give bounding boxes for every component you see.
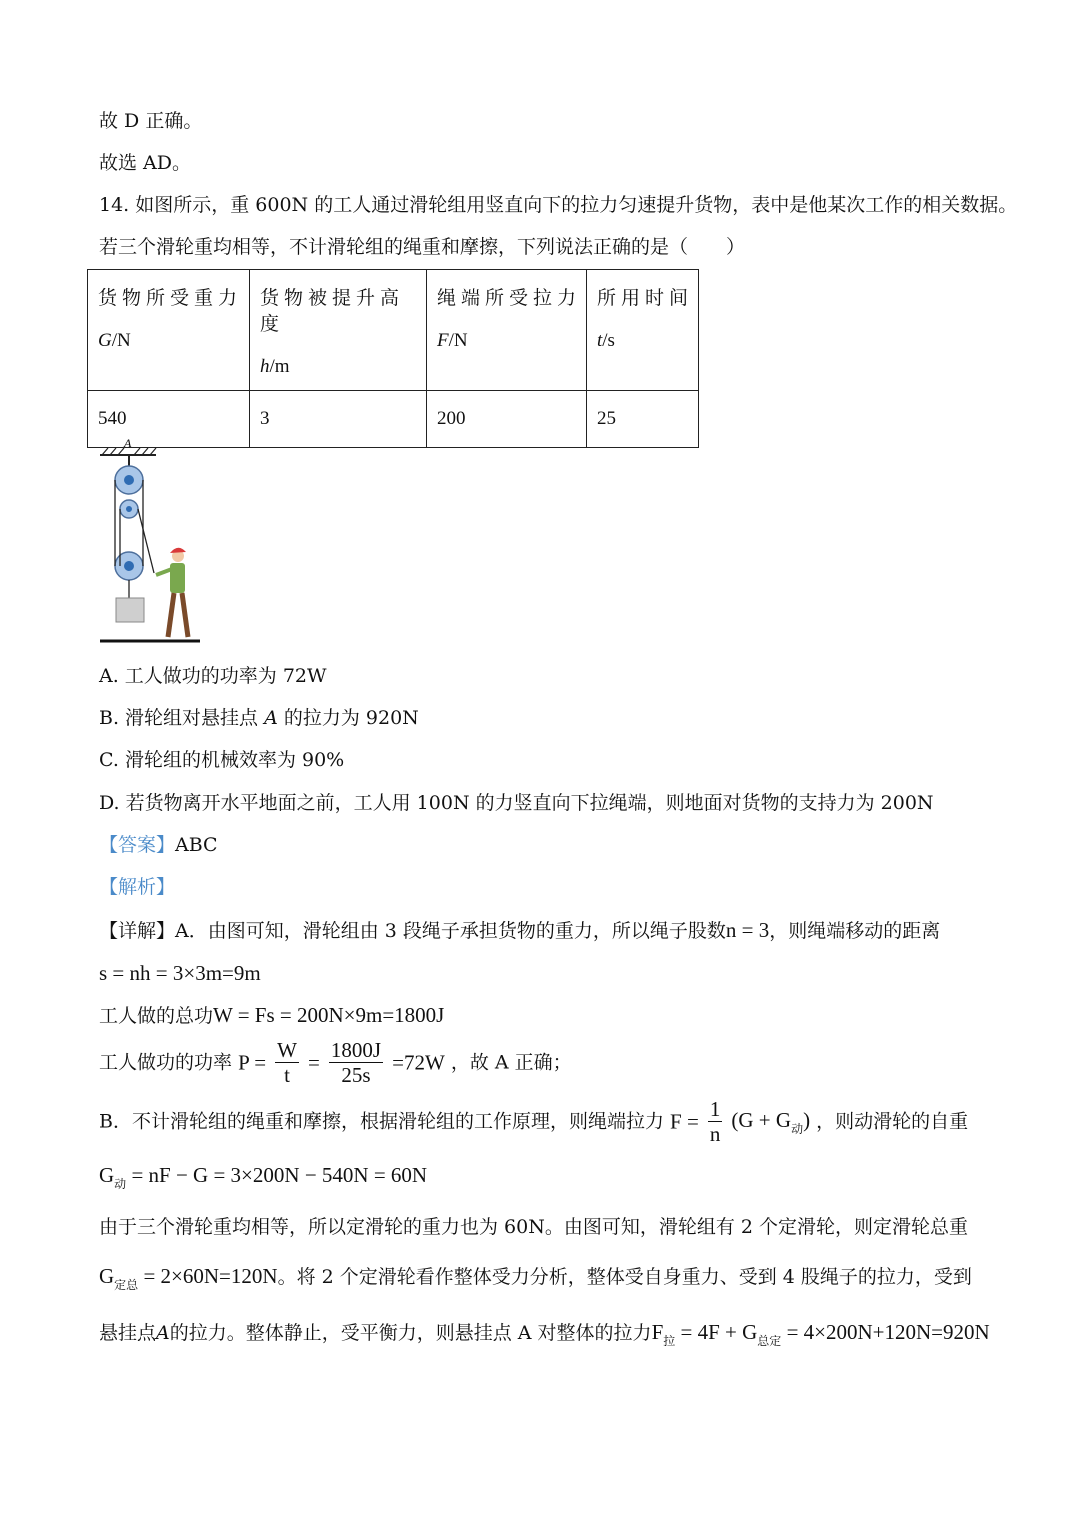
analysis-line xyxy=(99,874,175,900)
fraction: $\frac{W}{t}$ xyxy=(277,1038,297,1087)
question-14-stem: 14. 如图所示，重 600N 的工人通过滑轮组用竖直向下的拉力匀速提升货物，表中是他某次工作的相关数据。 xyxy=(99,194,1018,216)
equation-g: $G_动$ = nF − G = 3×200N − 540N = 60N xyxy=(99,1163,428,1191)
text-line: 故 D 正确。 xyxy=(99,110,203,132)
data-table xyxy=(87,269,699,448)
rope-icon xyxy=(115,480,154,598)
table-header-cell: 货物被提升高度 h/m xyxy=(250,270,427,391)
detail-line-a: 【详解】A．由图可知，滑轮组由 3 段绳子承担货物的重力，所以绳子股数n = 3，则绳端移动的距离 xyxy=(99,918,941,942)
option-c: C. 滑轮组的机械效率为 90% xyxy=(99,749,345,771)
detail-line-c: 由于三个滑轮重均相等，所以定滑轮的重力也为 60N。由图可知，滑轮组有 2 个定滑轮，则定滑轮总重 xyxy=(99,1216,969,1238)
answer-line xyxy=(99,832,218,858)
answer-text: ABC xyxy=(175,834,218,856)
fraction: $\frac{1800J}{25s}$ xyxy=(330,1038,382,1087)
table-cell: 540 xyxy=(88,391,250,448)
answer-tag: 【答案】 xyxy=(99,834,176,856)
equation-w-line: 工人做的总功W = Fs = 200N×9m=1800J xyxy=(99,1003,445,1027)
equation-s: s = nh = 3×3m=9m xyxy=(99,961,261,985)
detail-line-d: 悬挂点A的拉力。整体静止，受平衡力，则悬挂点 A 对整体的拉力$F_拉 = 4F + G_{总定} = 4\times 200N+120N=920N$ xyxy=(99,1320,990,1348)
table-cell: 200 xyxy=(427,391,587,448)
worker-icon xyxy=(156,548,188,637)
table-header-row xyxy=(88,270,699,391)
table-header-cell: 所用时间 t/s xyxy=(587,270,699,391)
detail-line-c2: $G_{定总} = 2\times 60N=120N$。将 2 个定滑轮看作整体受力分析，整体受自身重力、受到 4 股绳子的拉力，受到 xyxy=(99,1264,972,1292)
cargo-box-icon xyxy=(116,598,144,622)
table-header-cell: 绳端所受拉力 F/N xyxy=(427,270,587,391)
table-cell: 25 xyxy=(587,391,699,448)
fraction: $\frac{1}{n}$ xyxy=(709,1097,721,1146)
option-d: D. 若货物离开水平地面之前，工人用 100N 的力竖直向下拉绳端，则地面对货物的支持力为 200N xyxy=(99,792,934,814)
text-line: 故选 AD。 xyxy=(99,152,191,174)
fixed-pulley-upper-icon xyxy=(115,466,143,494)
equation-p-line: 工人做功的功率 P = $\frac{W}{t}$ = $\frac{1800J}{25s}$ =72W ，故 A 正确； xyxy=(99,1038,572,1087)
option-b: B. 滑轮组对悬挂点 A 的拉力为 920N xyxy=(99,707,419,729)
pulley-figure xyxy=(96,435,208,647)
table-header-cell: 货物所受重力 G/N xyxy=(88,270,250,391)
movable-pulley-icon xyxy=(115,552,143,580)
table-cell: 3 xyxy=(250,391,427,448)
analysis-tag: 【解析】 xyxy=(99,876,176,898)
question-14-stem-cont: 若三个滑轮重均相等，不计滑轮组的绳重和摩擦，下列说法正确的是（ ） xyxy=(99,236,746,258)
fixed-pulley-lower-icon xyxy=(120,500,138,518)
detail-line-b: B．不计滑轮组的绳重和摩擦，根据滑轮组的工作原理，则绳端拉力 F = $\frac{1}{n}$ $(G + G_动)$ ，则动滑轮的自重 xyxy=(99,1097,969,1146)
anchor-label: A xyxy=(124,436,132,450)
option-a: A. 工人做功的功率为 72W xyxy=(99,665,327,687)
